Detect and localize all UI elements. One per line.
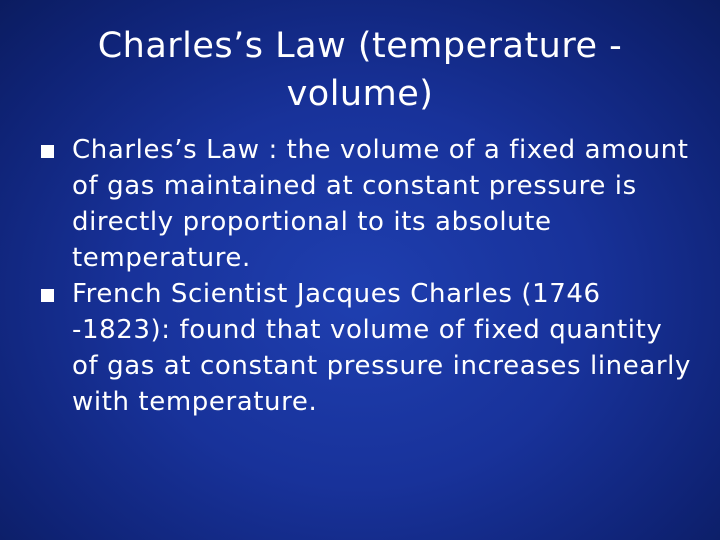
bullet-text: French Scientist Jacques Charles (1746 -1823): found that volume of fixed quantity of gas at constant pressure increases linearly with temperature. <box>72 279 691 417</box>
square-bullet-icon <box>41 289 54 302</box>
slide-title: Charles’s Law (temperature - volume) <box>97 26 623 114</box>
bullet-item <box>0 132 720 276</box>
square-bullet-icon <box>41 145 54 158</box>
bullet-text: Charles’s Law : the volume of a fixed amount of gas maintained at constant pressure is directly proportional to its absolute temperature. <box>72 135 689 273</box>
bullet-item <box>0 276 720 420</box>
bullet-list <box>0 132 720 420</box>
